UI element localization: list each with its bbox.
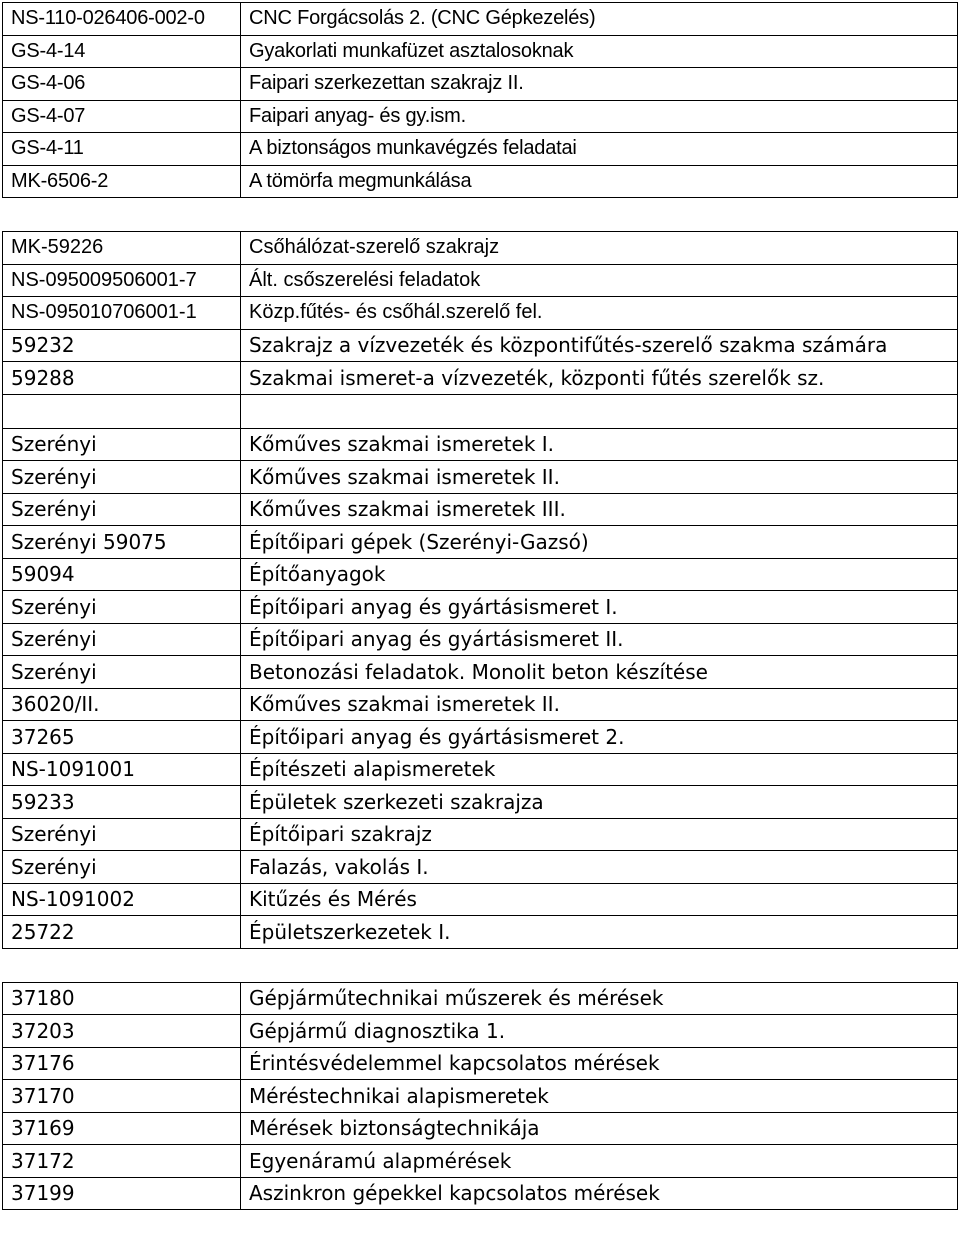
code-cell: Szerényi — [3, 656, 241, 689]
title-cell: Csőhálózat-szerelő szakrajz — [241, 232, 958, 265]
code-cell: 25722 — [3, 916, 241, 949]
title-cell: Építőipari anyag és gyártásismeret II. — [241, 623, 958, 656]
table-row — [3, 558, 958, 591]
book-list-table — [2, 2, 958, 1210]
table-row — [3, 688, 958, 721]
table-row — [3, 818, 958, 851]
code-cell: Szerényi — [3, 428, 241, 461]
title-cell: Betonozási feladatok. Monolit beton készítése — [241, 656, 958, 689]
table-row — [3, 982, 958, 1015]
code-cell: 37172 — [3, 1145, 241, 1178]
table-row — [3, 329, 958, 362]
table-row — [3, 526, 958, 559]
title-cell: Méréstechnikai alapismeretek — [241, 1080, 958, 1113]
title-cell: Aszinkron gépekkel kapcsolatos mérések — [241, 1177, 958, 1210]
title-cell: Kőműves szakmai ismeretek II. — [241, 461, 958, 494]
empty-cell — [241, 198, 958, 232]
code-cell: Szerényi 59075 — [3, 526, 241, 559]
title-cell: Építőipari szakrajz — [241, 818, 958, 851]
code-cell: NS-095009506001-7 — [3, 264, 241, 297]
table-row — [3, 3, 958, 36]
table-row — [3, 68, 958, 101]
code-cell: 59094 — [3, 558, 241, 591]
table-row — [3, 461, 958, 494]
empty-row — [3, 948, 958, 982]
title-cell: Építőipari gépek (Szerényi-Gazsó) — [241, 526, 958, 559]
table-row — [3, 786, 958, 819]
title-cell: Építőipari anyag és gyártásismeret 2. — [241, 721, 958, 754]
title-cell: Építészeti alapismeretek — [241, 753, 958, 786]
table-row — [3, 883, 958, 916]
table-row — [3, 656, 958, 689]
code-cell: 37170 — [3, 1080, 241, 1113]
table-row — [3, 165, 958, 198]
title-cell: Mérések biztonságtechnikája — [241, 1112, 958, 1145]
table-row — [3, 1047, 958, 1080]
title-cell: CNC Forgácsolás 2. (CNC Gépkezelés) — [241, 3, 958, 36]
code-cell: Szerényi — [3, 461, 241, 494]
title-cell: Szakrajz a vízvezeték és központifűtés-szerelő szakma számára — [241, 329, 958, 362]
empty-cell — [241, 948, 958, 982]
title-cell: Kőműves szakmai ismeretek III. — [241, 493, 958, 526]
title-cell: A tömörfa megmunkálása — [241, 165, 958, 198]
table-row — [3, 851, 958, 884]
title-cell: Kőműves szakmai ismeretek II. — [241, 688, 958, 721]
table-row — [3, 264, 958, 297]
code-cell: NS-110-026406-002-0 — [3, 3, 241, 36]
table-row — [3, 232, 958, 265]
title-cell: Építőipari anyag és gyártásismeret I. — [241, 591, 958, 624]
title-cell: Egyenáramú alapmérések — [241, 1145, 958, 1178]
title-cell: Kőműves szakmai ismeretek I. — [241, 428, 958, 461]
title-cell: Kitűzés és Mérés — [241, 883, 958, 916]
empty-row — [3, 198, 958, 232]
title-cell: Épületek szerkezeti szakrajza — [241, 786, 958, 819]
code-cell: Szerényi — [3, 818, 241, 851]
table-row — [3, 297, 958, 330]
code-cell: 59233 — [3, 786, 241, 819]
code-cell: GS-4-14 — [3, 35, 241, 68]
code-cell: 37203 — [3, 1015, 241, 1048]
table-row — [3, 591, 958, 624]
title-cell: Faipari szerkezettan szakrajz II. — [241, 68, 958, 101]
title-cell: Ált. csőszerelési feladatok — [241, 264, 958, 297]
title-cell: Közp.fűtés- és csőhál.szerelő fel. — [241, 297, 958, 330]
code-cell: 37180 — [3, 982, 241, 1015]
code-cell: NS-1091002 — [3, 883, 241, 916]
table-row — [3, 35, 958, 68]
table-row — [3, 1015, 958, 1048]
empty-row — [3, 394, 958, 428]
empty-cell — [3, 394, 241, 428]
code-cell: GS-4-07 — [3, 100, 241, 133]
table-row — [3, 1145, 958, 1178]
code-cell: 59288 — [3, 362, 241, 395]
code-cell: Szerényi — [3, 591, 241, 624]
code-cell: 36020/II. — [3, 688, 241, 721]
title-cell: Érintésvédelemmel kapcsolatos mérések — [241, 1047, 958, 1080]
title-cell: Gyakorlati munkafüzet asztalosoknak — [241, 35, 958, 68]
code-cell: Szerényi — [3, 493, 241, 526]
book-list-body — [3, 3, 958, 1210]
table-row — [3, 1177, 958, 1210]
code-cell: 37176 — [3, 1047, 241, 1080]
empty-cell — [3, 198, 241, 232]
title-cell: Gépjárműtechnikai műszerek és mérések — [241, 982, 958, 1015]
title-cell: A biztonságos munkavégzés feladatai — [241, 133, 958, 166]
table-row — [3, 133, 958, 166]
title-cell: Szakmai ismeret-a vízvezeték, központi fűtés szerelők sz. — [241, 362, 958, 395]
code-cell: GS-4-11 — [3, 133, 241, 166]
code-cell: MK-59226 — [3, 232, 241, 265]
table-row — [3, 428, 958, 461]
title-cell: Épületszerkezetek I. — [241, 916, 958, 949]
table-row — [3, 753, 958, 786]
table-row — [3, 362, 958, 395]
code-cell: GS-4-06 — [3, 68, 241, 101]
code-cell: MK-6506-2 — [3, 165, 241, 198]
table-row — [3, 623, 958, 656]
title-cell: Építőanyagok — [241, 558, 958, 591]
empty-cell — [241, 394, 958, 428]
code-cell: 37199 — [3, 1177, 241, 1210]
code-cell: NS-1091001 — [3, 753, 241, 786]
code-cell: Szerényi — [3, 851, 241, 884]
table-row — [3, 100, 958, 133]
code-cell: 37169 — [3, 1112, 241, 1145]
title-cell: Faipari anyag- és gy.ism. — [241, 100, 958, 133]
table-row — [3, 1080, 958, 1113]
code-cell: 59232 — [3, 329, 241, 362]
code-cell: Szerényi — [3, 623, 241, 656]
table-row — [3, 721, 958, 754]
title-cell: Gépjármű diagnosztika 1. — [241, 1015, 958, 1048]
table-row — [3, 1112, 958, 1145]
title-cell: Falazás, vakolás I. — [241, 851, 958, 884]
code-cell: NS-095010706001-1 — [3, 297, 241, 330]
table-row — [3, 493, 958, 526]
table-row — [3, 916, 958, 949]
code-cell: 37265 — [3, 721, 241, 754]
empty-cell — [3, 948, 241, 982]
